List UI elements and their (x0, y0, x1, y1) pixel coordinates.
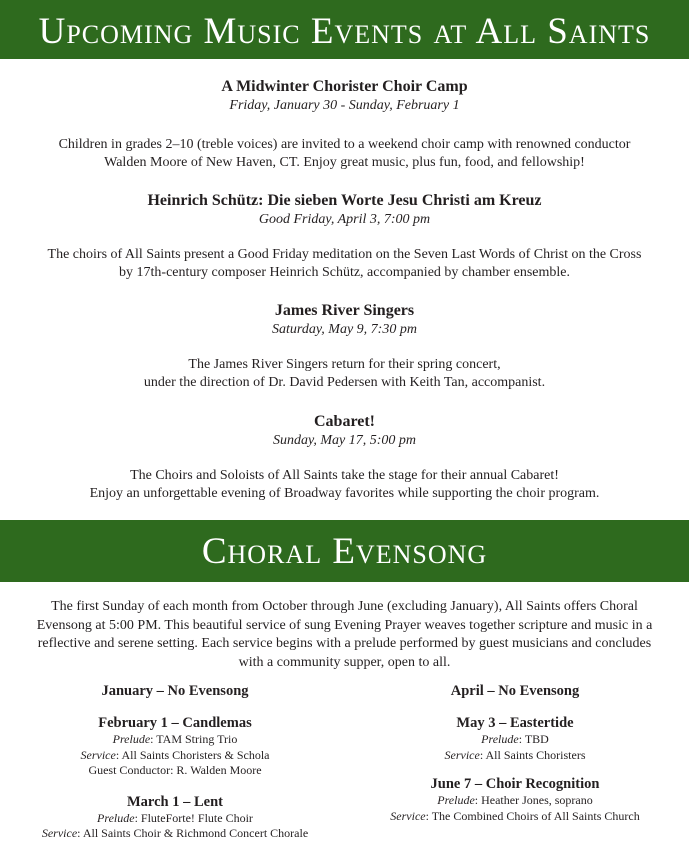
prelude-label: Prelude (112, 732, 151, 746)
event-description (0, 136, 689, 172)
prelude-value: : TAM String Trio (150, 732, 238, 746)
month-title: March 1 – Lent (127, 793, 223, 810)
event-title: Cabaret! (313, 413, 376, 430)
service-label: Service (41, 826, 78, 840)
event-desc-line: The choirs of All Saints present a Good Friday meditation on the Seven Last Words of Christ on the Cross (47, 247, 642, 262)
service-line (10, 826, 340, 842)
event-date: Friday, January 30 - Sunday, February 1 (229, 98, 460, 113)
event-desc-line: Enjoy an unforgettable evening of Broadway favorites while supporting the choir program. (89, 486, 600, 501)
evensong-title: Choral Evensong (201, 531, 488, 572)
month-title: January – No Evensong (101, 683, 249, 699)
event-desc-line: Walden Moore of New Haven, CT. Enjoy great music, plus fun, food, and fellowship! (104, 155, 585, 170)
event-desc-line: The Choirs and Soloists of All Saints take the stage for their annual Cabaret! (130, 468, 559, 483)
event-date: Saturday, May 9, 7:30 pm (272, 322, 417, 337)
prelude-value: : TBD (518, 732, 549, 746)
prelude-label: Prelude (481, 732, 519, 746)
service-line (10, 748, 340, 764)
event-title: A Midwinter Chorister Choir Camp (221, 78, 468, 95)
event-desc-line: Children in grades 2–10 (treble voices) are invited to a weekend choir camp with renowned conductor (58, 137, 631, 152)
event-title: James River Singers (274, 302, 415, 319)
event-choir-camp (0, 77, 689, 115)
prelude-line (10, 732, 340, 748)
prelude-label: Prelude (437, 793, 475, 807)
month-title: June 7 – Choir Recognition (430, 776, 600, 792)
service-value: : All Saints Choristers & Schola (115, 747, 270, 762)
prelude-line (345, 793, 685, 809)
service-line (345, 748, 685, 764)
event-description (0, 356, 689, 392)
event-title: Heinrich Schütz: Die sieben Worte Jesu Christi am Kreuz (147, 192, 542, 209)
service-label: Service (390, 808, 426, 823)
month-title: April – No Evensong (450, 683, 580, 699)
evensong-intro: The first Sunday of each month from October through June (excluding January), All Saints offers Choral Evensong at 5:00 PM. This beautiful service of sung Evening Prayer weaves together scripture and music in a reflective and serene setting. Each service begins with a prelude performed by guest musicians and concludes with a community supper, open to all. (36, 599, 653, 670)
schedule-right-column (345, 682, 685, 824)
event-cabaret (0, 412, 689, 450)
event-desc-line: by 17th-century composer Heinrich Schütz, accompanied by chamber ensemble. (119, 265, 570, 280)
prelude-label: Prelude (97, 810, 135, 825)
prelude-value: : Heather Jones, soprano (474, 793, 593, 807)
service-label: Service (80, 747, 116, 762)
event-desc-line: under the direction of Dr. David Pedersen with Keith Tan, accompanist. (143, 375, 546, 390)
service-value: : The Combined Choirs of All Saints Church (425, 808, 640, 823)
schedule-left-column (10, 682, 340, 842)
service-value: : All Saints Choir & Richmond Concert Chorale (77, 826, 309, 840)
guest-conductor-line: Guest Conductor: R. Walden Moore (88, 763, 262, 777)
event-date: Sunday, May 17, 5:00 pm (272, 433, 417, 448)
prelude-line (345, 732, 685, 748)
event-description (0, 246, 689, 282)
prelude-line (10, 811, 340, 827)
page-title-banner (0, 0, 689, 59)
event-desc-line: The James River Singers return for their spring concert, (188, 357, 501, 372)
event-date: Good Friday, April 3, 7:00 pm (258, 212, 431, 227)
evensong-banner (0, 520, 689, 582)
service-value: : All Saints Choristers (479, 747, 586, 762)
month-title: February 1 – Candlemas (98, 715, 252, 731)
month-title: May 3 – Eastertide (456, 715, 574, 731)
page-title: Upcoming Music Events at All Saints (38, 11, 651, 52)
service-line (345, 809, 685, 825)
event-james-river (0, 301, 689, 339)
event-schutz (0, 191, 689, 229)
prelude-value: : FluteForte! Flute Choir (134, 810, 253, 825)
service-label: Service (444, 747, 480, 762)
event-description (0, 467, 689, 503)
